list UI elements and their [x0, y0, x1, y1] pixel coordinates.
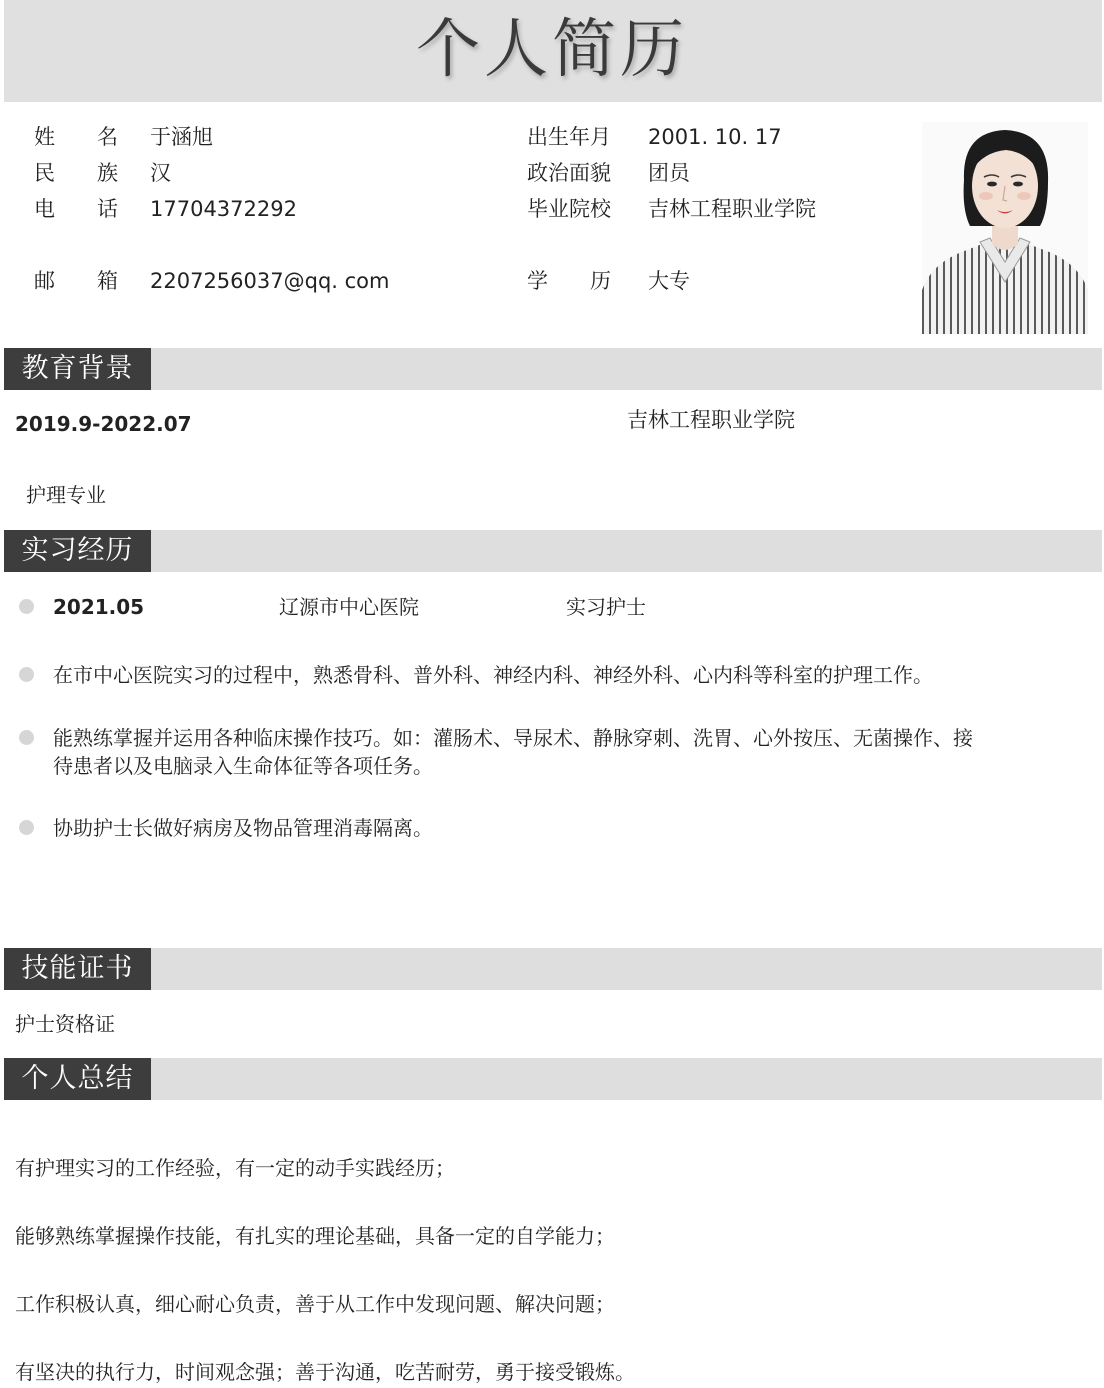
- birth-label: 出生年月: [527, 125, 611, 149]
- section-title-skills: 技能证书: [4, 948, 151, 990]
- ethnic-label: 民 族: [34, 161, 118, 185]
- summary-item: 有坚决的执行力，时间观念强；善于沟通，吃苦耐劳，勇于接受锻炼。: [15, 1360, 635, 1384]
- political-value: 团员: [648, 161, 690, 185]
- summary-item: 工作积极认真，细心耐心负责，善于从工作中发现问题、解决问题；: [15, 1292, 615, 1316]
- internship-item: 协助护士长做好病房及物品管理消毒隔离。: [53, 816, 433, 840]
- name-value: 于涵旭: [150, 125, 213, 149]
- education-major: 护理专业: [26, 483, 106, 507]
- bullet-icon: [19, 820, 34, 835]
- internship-item: 在市中心医院实习的过程中，熟悉骨科、普外科、神经内科、神经外科、心内科等科室的护理工作。: [53, 663, 933, 687]
- name-label: 姓 名: [34, 125, 118, 149]
- birth-value: 2001. 10. 17: [648, 125, 782, 149]
- phone-label: 电 话: [34, 197, 118, 221]
- phone-value: 17704372292: [150, 197, 297, 221]
- section-bar-skills: [4, 948, 1102, 990]
- bullet-icon: [19, 667, 34, 682]
- portrait-photo: [922, 122, 1088, 334]
- internship-role: 实习护士: [566, 595, 646, 619]
- skills-item: 护士资格证: [15, 1012, 115, 1036]
- internship-item-continued: 待患者以及电脑录入生命体征等各项任务。: [53, 754, 433, 778]
- email-label: 邮 箱: [34, 269, 118, 293]
- degree-label: 学 历: [527, 269, 611, 293]
- section-bar-internship: [4, 530, 1102, 572]
- internship-item: 能熟练掌握并运用各种临床操作技巧。如：灌肠术、导尿术、静脉穿刺、洗胃、心外按压、无菌操作、接: [53, 726, 973, 750]
- section-title-internship: 实习经历: [4, 530, 151, 572]
- section-bar-summary: [4, 1058, 1102, 1100]
- summary-item: 能够熟练掌握操作技能，有扎实的理论基础，具备一定的自学能力；: [15, 1224, 615, 1248]
- summary-item: 有护理实习的工作经验，有一定的动手实践经历；: [15, 1156, 455, 1180]
- page-title: 个人简历: [416, 13, 688, 87]
- bullet-icon: [19, 730, 34, 745]
- section-title-summary: 个人总结: [4, 1058, 151, 1100]
- section-title-education: 教育背景: [4, 348, 151, 390]
- education-period: 2019.9-2022.07: [15, 412, 192, 436]
- education-school: 吉林工程职业学院: [627, 408, 795, 432]
- school-label: 毕业院校: [527, 197, 611, 221]
- degree-value: 大专: [648, 269, 690, 293]
- internship-date: 2021.05: [53, 595, 145, 619]
- school-value: 吉林工程职业学院: [648, 197, 816, 221]
- section-bar-education: [4, 348, 1102, 390]
- political-label: 政治面貌: [527, 161, 611, 185]
- bullet-icon: [19, 599, 34, 614]
- portrait-icon: [922, 122, 1088, 334]
- internship-hospital: 辽源市中心医院: [279, 595, 419, 619]
- email-value: 2207256037@qq. com: [150, 269, 390, 293]
- ethnic-value: 汉: [150, 161, 171, 185]
